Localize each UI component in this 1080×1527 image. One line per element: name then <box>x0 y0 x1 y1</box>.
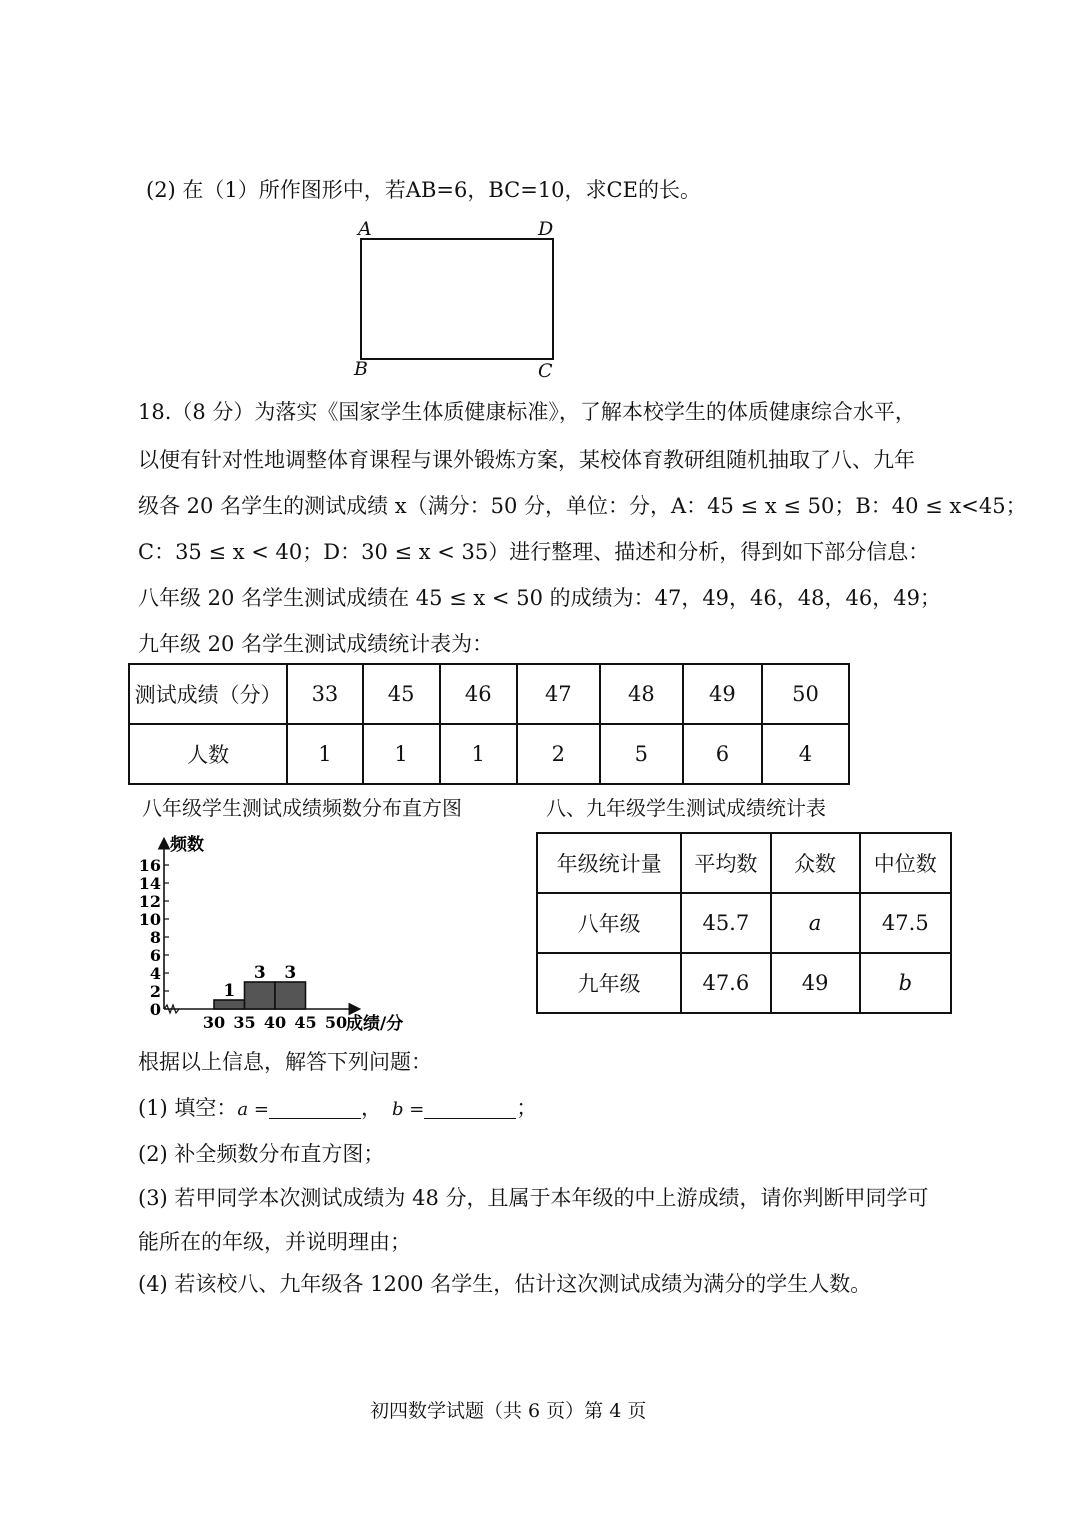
histogram-bar <box>275 982 306 1009</box>
table-cell: 47.5 <box>860 893 951 953</box>
x-tick-label: 45 <box>294 1013 317 1032</box>
y-tick-label: 12 <box>138 892 161 911</box>
table-row <box>537 893 951 953</box>
q18-line-5: 八年级 20 名学生测试成绩在 45 ≤ x < 50 的成绩为：47，49，46，48，46，49； <box>138 586 941 610</box>
table-cell: 45 <box>363 664 440 724</box>
y-axis-label: 频数 <box>170 835 204 855</box>
table-cell: 47.6 <box>681 953 770 1013</box>
q18-line-6: 九年级 20 名学生测试成绩统计表为： <box>138 632 494 656</box>
table-cell: 1 <box>363 724 440 784</box>
question-4: (4) 若该校八、九年级各 1200 名学生，估计这次测试成绩为满分的学生人数。 <box>138 1272 872 1296</box>
question-2: (2) 补全频数分布直方图； <box>138 1142 385 1166</box>
q1-a-blank[interactable] <box>269 1100 361 1119</box>
vertex-a-label: A <box>358 218 372 240</box>
y-tick-label: 16 <box>138 856 161 875</box>
q18-line-2: 以便有针对性地调整体育课程与课外锻炼方案，某校体育教研组随机抽取了八、九年 <box>138 448 915 472</box>
vertex-d-label: D <box>538 218 554 240</box>
x-tick-label: 30 <box>202 1013 226 1032</box>
y-tick-label: 14 <box>138 874 161 893</box>
table-cell: 5 <box>600 724 683 784</box>
y-tick-label: 10 <box>138 910 161 929</box>
q18-line-4: C：35 ≤ x < 40；D：30 ≤ x < 35）进行整理、描述和分析，得到如下部分信息： <box>138 540 930 564</box>
table-header-cell: 人数 <box>129 724 287 784</box>
q1-b-blank[interactable] <box>424 1100 516 1119</box>
table-cell: 6 <box>683 724 762 784</box>
table-header-cell: 测试成绩（分） <box>129 664 287 724</box>
question-3-line-2: 能所在的年级，并说明理由； <box>138 1230 411 1254</box>
table-row <box>537 833 951 893</box>
q1-b-label: b = <box>391 1099 425 1120</box>
table-cell: 2 <box>517 724 600 784</box>
table-cell: 45.7 <box>681 893 770 953</box>
bar-value-label: 3 <box>284 963 297 983</box>
table-cell: 47 <box>517 664 600 724</box>
table-cell: 49 <box>771 953 860 1013</box>
x-tick-label: 35 <box>233 1013 256 1032</box>
q1-a-label: a = <box>237 1099 269 1120</box>
y-tick-label: 4 <box>149 964 161 983</box>
q1-prefix: (1) 填空： <box>138 1096 238 1120</box>
histogram-title: 八年级学生测试成绩频数分布直方图 <box>142 796 462 820</box>
table-cell: 49 <box>683 664 762 724</box>
stats-table <box>536 832 952 1014</box>
table-header-cell: 平均数 <box>681 833 770 893</box>
x-tick-label: 50 <box>324 1013 348 1032</box>
q18-line-3: 级各 20 名学生的测试成绩 x（满分：50 分，单位：分，A：45 ≤ x ≤ 50；B：40 ≤ x<45； <box>138 494 1027 518</box>
table-cell: 48 <box>600 664 683 724</box>
bar-value-label: 3 <box>253 963 266 983</box>
table-cell: b <box>860 953 951 1013</box>
table-cell: 1 <box>440 724 517 784</box>
table-cell: 33 <box>287 664 362 724</box>
table-cell: 50 <box>762 664 849 724</box>
table-row <box>537 953 951 1013</box>
x-axis-label: 成绩/分 <box>346 1014 404 1034</box>
y-tick-label: 6 <box>149 946 161 965</box>
x-tick-label: 40 <box>263 1013 287 1032</box>
q17-part2: (2) 在（1）所作图形中，若AB=6，BC=10，求CE的长。 <box>146 178 701 202</box>
histogram-bar <box>245 982 276 1009</box>
question-3-line-1: (3) 若甲同学本次测试成绩为 48 分，且属于本年级的中上游成绩，请你判断甲同学可 <box>138 1186 929 1210</box>
grade9-score-table <box>128 663 850 785</box>
table-cell: 八年级 <box>537 893 681 953</box>
table-cell: 九年级 <box>537 953 681 1013</box>
y-tick-label: 2 <box>149 982 161 1001</box>
vertex-c-label: C <box>538 360 553 382</box>
y-tick-label: 0 <box>149 1000 161 1019</box>
table-row <box>129 724 849 784</box>
vertex-b-label: B <box>354 358 368 380</box>
histogram-bar <box>214 1000 245 1009</box>
table-cell: a <box>771 893 860 953</box>
table-cell: 4 <box>762 724 849 784</box>
table-cell: 1 <box>287 724 362 784</box>
question-1: (1) 填空：a = ， b = ； <box>138 1096 538 1120</box>
questions-intro: 根据以上信息，解答下列问题： <box>138 1050 432 1074</box>
q18-line-1: 18.（8 分）为落实《国家学生体质健康标准》，了解本校学生的体质健康综合水平， <box>138 400 916 424</box>
table-row <box>129 664 849 724</box>
table-header-cell: 年级统计量 <box>537 833 681 893</box>
table-cell: 46 <box>440 664 517 724</box>
y-tick-label: 8 <box>149 928 161 947</box>
table-header-cell: 众数 <box>771 833 860 893</box>
histogram-chart <box>130 828 450 1038</box>
stats-table-title: 八、九年级学生测试成绩统计表 <box>546 796 826 820</box>
rectangle-abcd-figure <box>360 238 554 360</box>
bar-value-label: 1 <box>223 981 236 1001</box>
page-footer: 初四数学试题（共 6 页）第 4 页 <box>370 1400 647 1422</box>
table-header-cell: 中位数 <box>860 833 951 893</box>
